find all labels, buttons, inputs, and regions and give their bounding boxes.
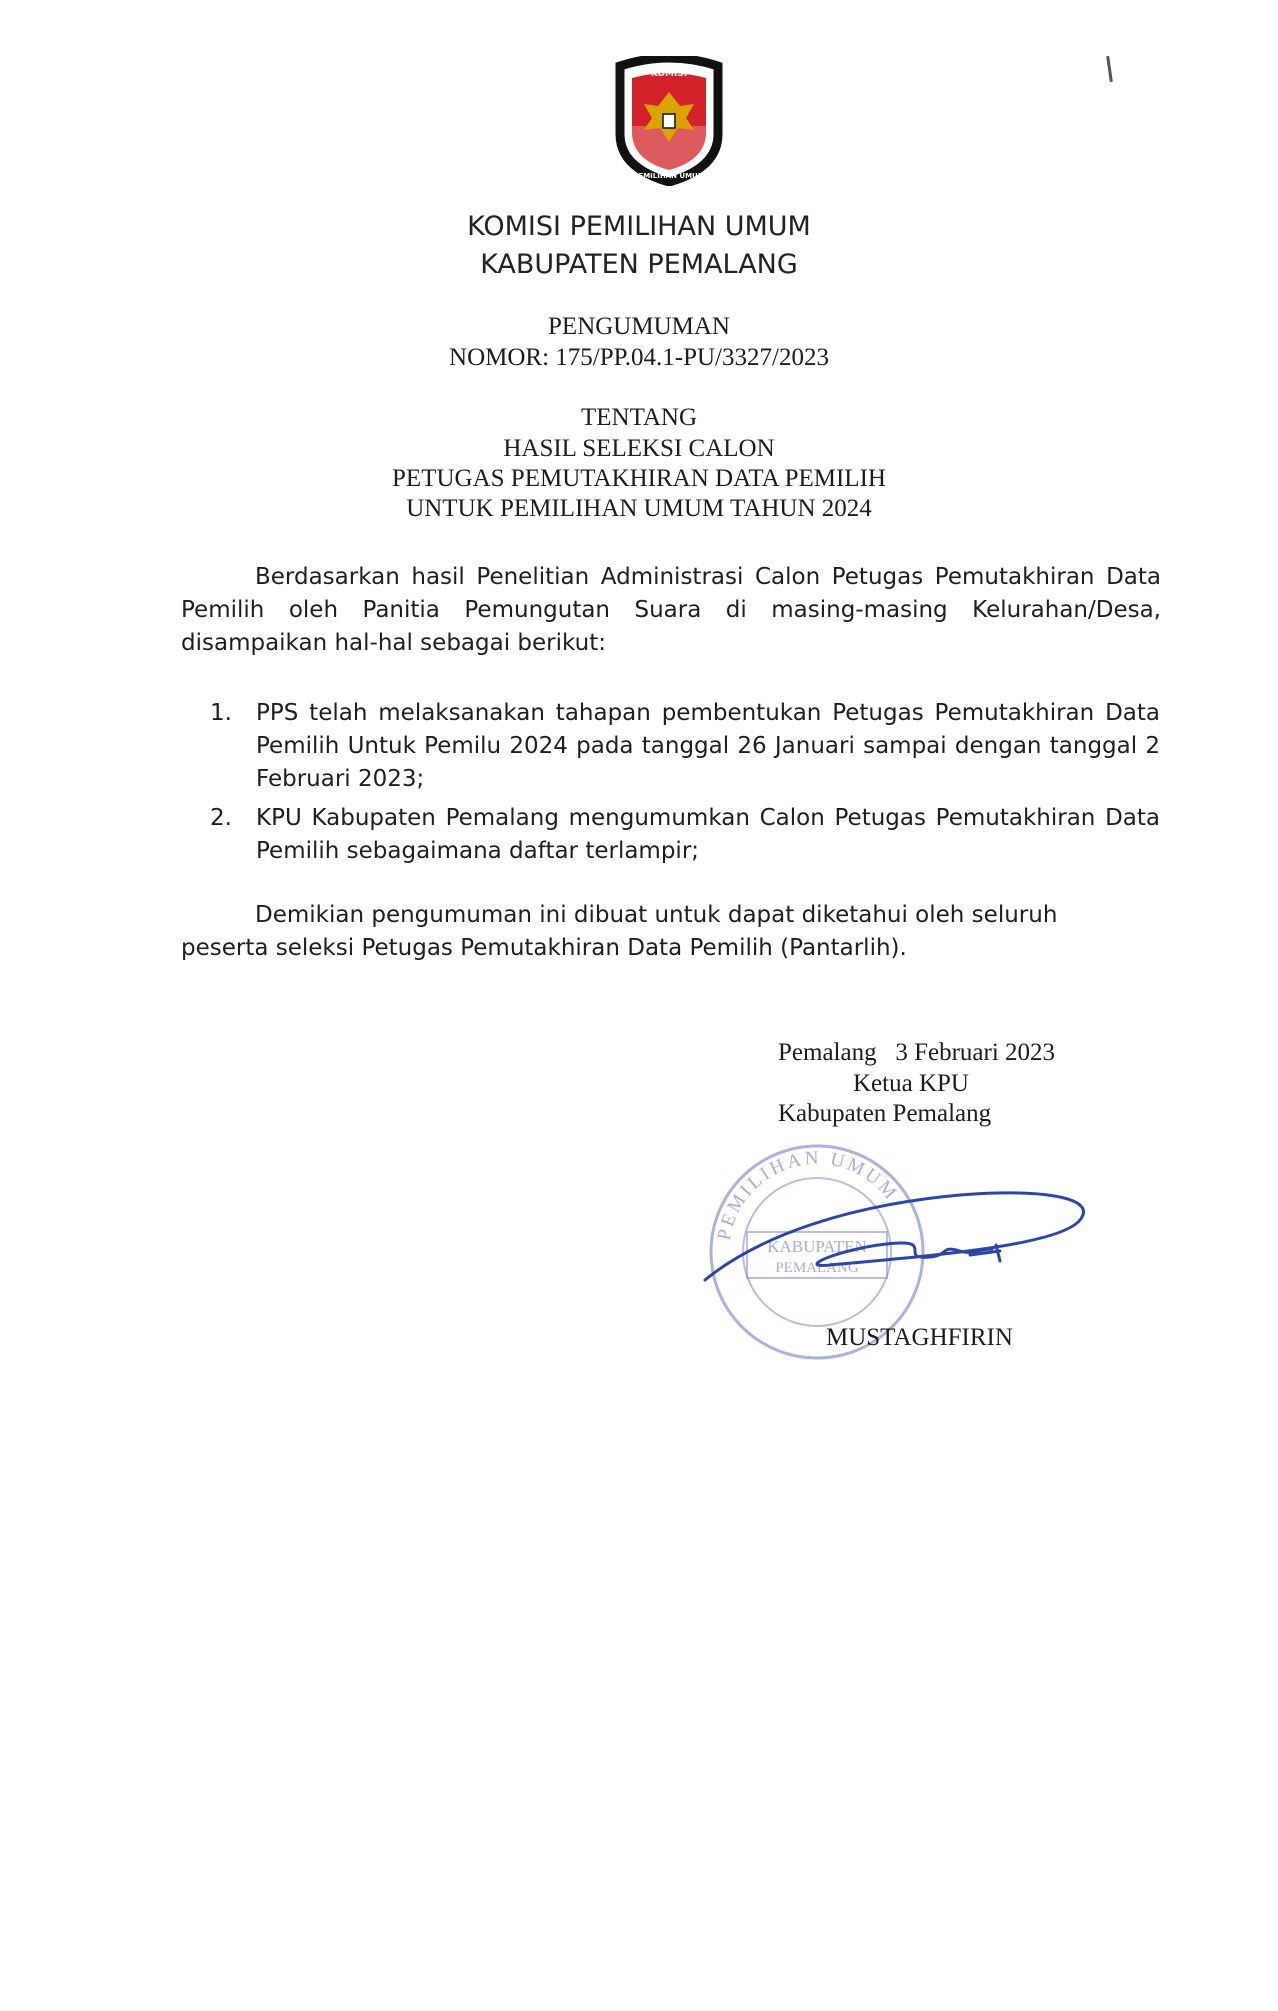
subject-line3: UNTUK PEMILIHAN UMUM TAHUN 2024 bbox=[406, 495, 872, 522]
stamp-center-line1: KABUPATEN bbox=[767, 1237, 867, 1256]
intro-paragraph bbox=[181, 561, 1161, 660]
logo-top-text: KOMISI bbox=[650, 69, 688, 79]
closing-paragraph bbox=[181, 899, 1141, 965]
list-item-number: 2. bbox=[210, 805, 232, 831]
handwritten-signature-icon bbox=[700, 1165, 1100, 1305]
subject-line1: HASIL SELEKSI CALON bbox=[503, 435, 775, 462]
doc-type: PENGUMUMAN bbox=[548, 313, 730, 340]
intro-text: Berdasarkan hasil Penelitian Administrasi Calon Petugas Pemutakhiran Data Pemilih oleh Panitia Pemungutan Suara di masing-masing Kelurahan/Desa, disampaikan hal-hal sebagai berikut: bbox=[181, 564, 1161, 656]
list-item bbox=[210, 697, 1160, 796]
org-name-line1: KOMISI PEMILIHAN UMUM bbox=[467, 211, 811, 242]
subject-line2: PETUGAS PEMUTAKHIRAN DATA PEMILIH bbox=[392, 465, 886, 492]
closing-text: Demikian pengumuman ini dibuat untuk dapat diketahui oleh seluruh peserta seleksi Petugas Pemutakhiran Data Pemilih (Pantarlih). bbox=[181, 902, 1058, 961]
org-name-line2: KABUPATEN PEMALANG bbox=[480, 249, 798, 280]
logo-bottom-text: PEMILIHAN UMUM bbox=[633, 172, 705, 180]
list-item-text: PPS telah melaksanakan tahapan pembentukan Petugas Pemutakhiran Data Pemilih Untuk Pemilu 2024 pada tanggal 26 Januari sampai dengan tanggal 2 Februari 2023; bbox=[256, 700, 1160, 792]
stamp-center-line2: PEMALANG bbox=[775, 1260, 859, 1276]
signatory-name: MUSTAGHFIRIN bbox=[826, 1324, 1013, 1351]
stamp-ring-text: PEMILIHAN UMUM bbox=[713, 1147, 903, 1242]
list-item bbox=[210, 802, 1160, 868]
about-label: TENTANG bbox=[580, 404, 698, 431]
position-line2: Kabupaten Pemalang bbox=[778, 1100, 992, 1127]
place-date: Pemalang 3 Februari 2023 bbox=[778, 1039, 1056, 1066]
doc-number: NOMOR: 175/PP.04.1-PU/3327/2023 bbox=[449, 344, 829, 371]
kpu-logo-icon bbox=[610, 56, 728, 186]
position-line1: Ketua KPU bbox=[853, 1070, 969, 1097]
list-item-text: KPU Kabupaten Pemalang mengumumkan Calon Petugas Pemutakhiran Data Pemilih sebagaimana daftar terlampir; bbox=[256, 805, 1160, 864]
scan-mark bbox=[1106, 56, 1113, 82]
list-item-number: 1. bbox=[210, 700, 232, 726]
